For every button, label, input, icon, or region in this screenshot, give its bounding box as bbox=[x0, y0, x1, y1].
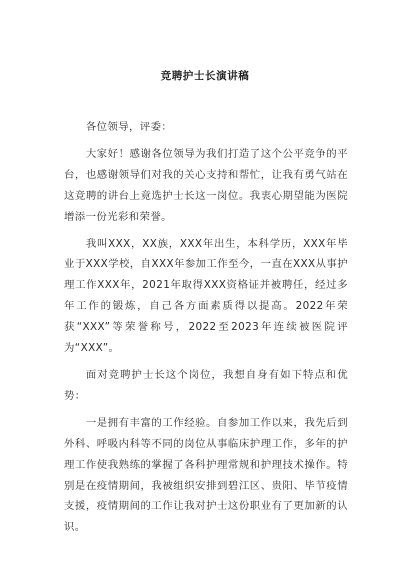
paragraph-strengths-intro: 面对竞聘护士长这个岗位，我想自身有如下特点和优势： bbox=[64, 368, 348, 402]
document-body bbox=[64, 117, 348, 544]
document-title: 竞聘护士长演讲稿 bbox=[160, 70, 250, 82]
paragraph-opening: 大家好！感谢各位领导为我们打造了这个公平竞争的平台，也感谢领导们对我的关心支持和帮忙，让我有勇气站在这竞聘的讲台上竟选护士长这一岗位。我衷心期望能为医院增添一份光彩和荣誉。 bbox=[64, 147, 348, 223]
paragraph-experience: 一是拥有丰富的工作经验。自参加工作以来，我先后到外科、呼吸内科等不同的岗位从事临床护理工作，多年的护理工作使我熟练的掌握了各科护理常规和护理技术操作。特别是在疫情期间，我被组织安排到碧江区、贵阳、毕节疫情支援，疫情期间的工作让我对护士这份职业有了更加新的认识。 bbox=[64, 416, 348, 534]
greeting-line: 各位领导，评委： bbox=[85, 121, 173, 133]
paragraph-self-introduction: 我叫XXX，XX族，XXX年出生，本科学历，XXX年毕业于XXX学校，自XXX年参加工作至今，一直在XXX从事护理工作XXX年，2021年取得XXX资格证并被聘任，经过多年工作的锻炼，自己各方面素质得以提高。2022年荣获“XXX”等荣誉称号，2022至2023年连续被医院评为“XXX”。 bbox=[64, 237, 348, 355]
